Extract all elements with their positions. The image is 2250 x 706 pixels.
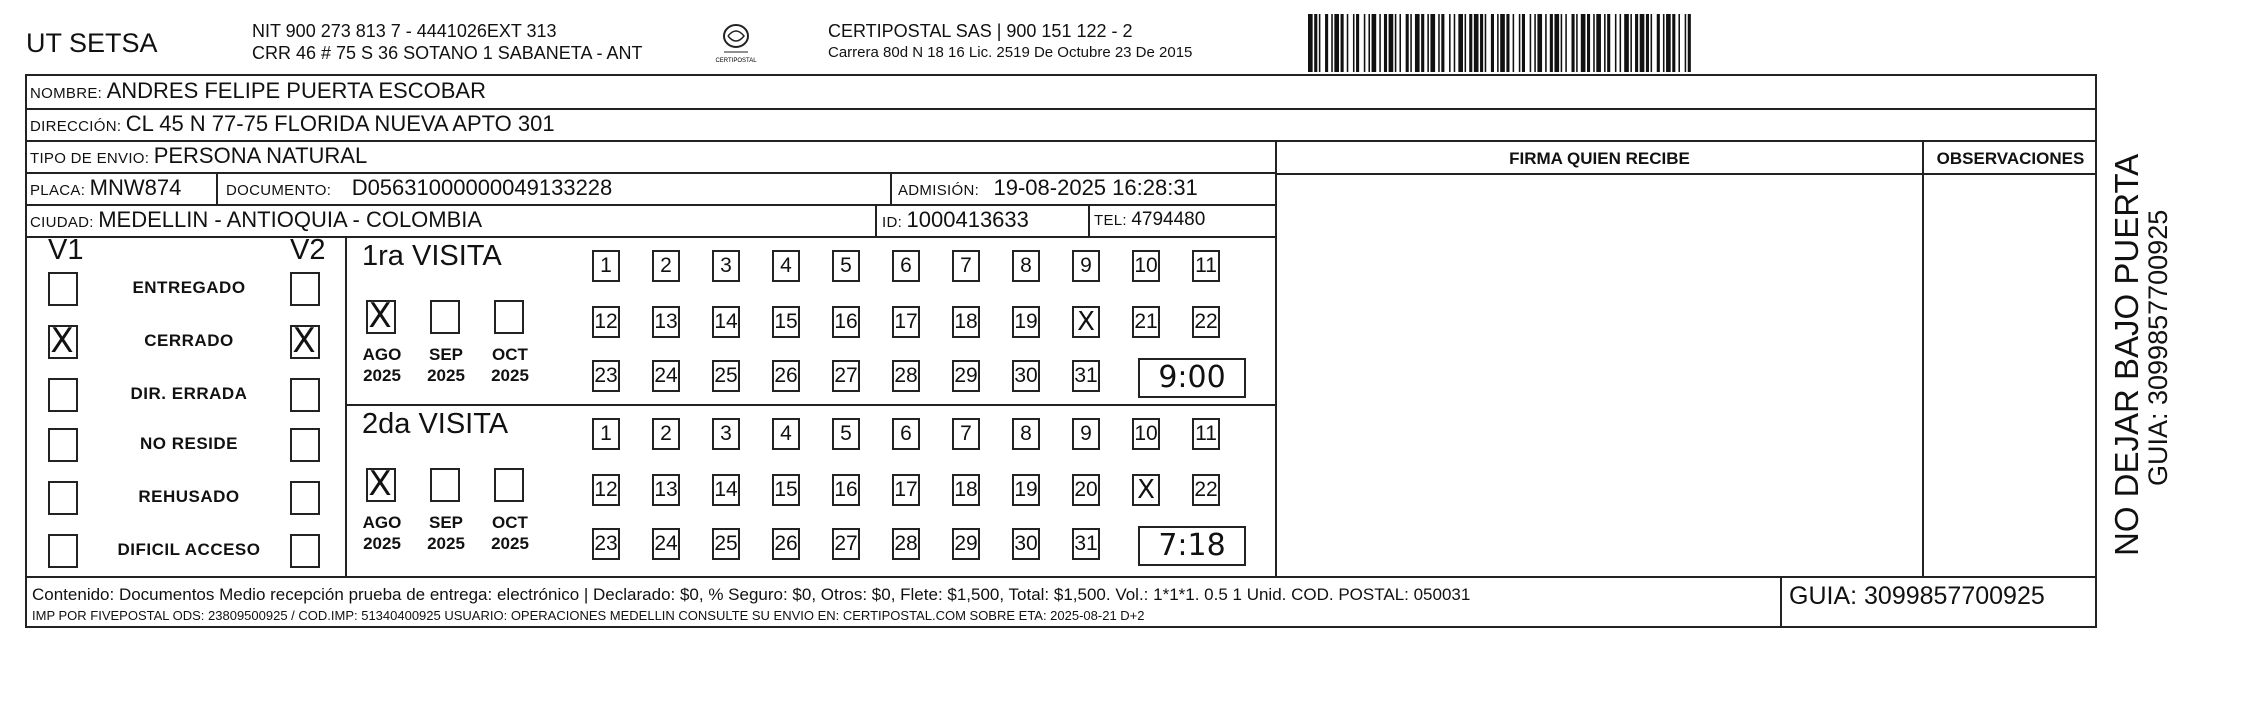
visit-title: 2da VISITA (362, 408, 509, 440)
day-box[interactable]: 3 (712, 418, 740, 450)
certipostal-info (828, 20, 1192, 64)
month-name: AGO (362, 513, 402, 532)
nombre-value: ANDRES FELIPE PUERTA ESCOBAR (106, 78, 486, 103)
day-box[interactable]: 23 (592, 360, 620, 392)
day-box[interactable]: 24 (652, 528, 680, 560)
day-box[interactable]: 25 (712, 360, 740, 392)
certipostal-logo (706, 20, 766, 66)
day-box[interactable]: 4 (772, 250, 800, 282)
certipostal-license: Carrera 80d N 18 16 Lic. 2519 De Octubre 23 De 2015 (828, 44, 1193, 61)
admision-field (898, 175, 1198, 201)
day-box[interactable]: 1 (592, 250, 620, 282)
day-box[interactable]: 9 (1072, 250, 1100, 282)
day-box[interactable]: 16 (832, 474, 860, 506)
day-box[interactable]: 2 (652, 418, 680, 450)
day-box[interactable]: 31 (1072, 528, 1100, 560)
day-box[interactable]: 18 (952, 306, 980, 338)
month-check-mark: X (368, 464, 392, 504)
day-box[interactable]: 19 (1012, 306, 1040, 338)
day-box[interactable]: 10 (1132, 250, 1160, 282)
day-box[interactable]: 25 (712, 528, 740, 560)
day-box[interactable]: 10 (1132, 418, 1160, 450)
admision-value: 19-08-2025 16:28:31 (993, 175, 1198, 200)
day-box[interactable]: 2 (652, 250, 680, 282)
direccion-value: CL 45 N 77-75 FLORIDA NUEVA APTO 301 (125, 111, 555, 136)
month-label (416, 344, 476, 386)
day-box[interactable]: 22 (1192, 306, 1220, 338)
day-box-marked[interactable]: X (1072, 306, 1100, 338)
nombre-field (30, 78, 486, 104)
barcode (1308, 14, 1948, 72)
logo-text: CERTIPOSTAL (715, 58, 757, 64)
day-box[interactable]: 28 (892, 528, 920, 560)
id-field (882, 207, 1029, 233)
day-box[interactable]: 6 (892, 418, 920, 450)
day-box[interactable]: 26 (772, 360, 800, 392)
day-box[interactable]: 13 (652, 474, 680, 506)
month-year: 2025 (427, 534, 465, 553)
v1-checkbox[interactable] (48, 272, 78, 306)
day-box[interactable]: 19 (1012, 474, 1040, 506)
side-warning: NO DEJAR BAJO PUERTA (2108, 153, 2145, 556)
side-guia: GUIA: 3099857700925 (2143, 209, 2173, 486)
month-name: OCT (492, 513, 528, 532)
company-name: UT SETSA (26, 28, 158, 58)
v2-checkbox[interactable] (290, 481, 320, 515)
visit-time: 9:00 (1138, 358, 1246, 398)
day-box[interactable]: 1 (592, 418, 620, 450)
month-label (480, 512, 540, 554)
id-label: ID: (882, 214, 903, 231)
month-year: 2025 (491, 534, 529, 553)
day-box[interactable]: 23 (592, 528, 620, 560)
documento-value: D05631000000049133228 (351, 175, 613, 200)
day-box[interactable]: 29 (952, 528, 980, 560)
day-box[interactable]: 15 (772, 306, 800, 338)
v1-header: V1 (48, 234, 84, 266)
status-label: NO RESIDE (139, 434, 239, 453)
day-box[interactable]: 7 (952, 250, 980, 282)
tel-field (1094, 209, 1205, 231)
day-box[interactable]: 22 (1192, 474, 1220, 506)
v2-checkbox[interactable] (290, 428, 320, 462)
address-line: CRR 46 # 75 S 36 SOTANO 1 SABANETA - ANT (252, 43, 643, 63)
day-box[interactable]: 27 (832, 360, 860, 392)
month-check-mark: X (368, 296, 392, 336)
day-box-marked[interactable]: X (1132, 474, 1160, 506)
day-box[interactable]: 21 (1132, 306, 1160, 338)
day-box[interactable]: 28 (892, 360, 920, 392)
month-year: 2025 (427, 366, 465, 385)
month-checkbox[interactable] (494, 468, 524, 502)
day-box[interactable]: 3 (712, 250, 740, 282)
placa-value: MNW874 (89, 175, 182, 200)
status-label: DIFICIL ACCESO (117, 540, 261, 559)
documento-field (226, 175, 612, 201)
month-label (416, 512, 476, 554)
day-box[interactable]: 8 (1012, 250, 1040, 282)
day-box[interactable]: 8 (1012, 418, 1040, 450)
day-box[interactable]: 30 (1012, 528, 1040, 560)
day-box[interactable]: 30 (1012, 360, 1040, 392)
ciudad-value: MEDELLIN - ANTIOQUIA - COLOMBIA (98, 207, 483, 232)
day-box[interactable]: 14 (712, 306, 740, 338)
day-box[interactable]: 6 (892, 250, 920, 282)
firma-header: FIRMA QUIEN RECIBE (1509, 149, 1690, 168)
day-box[interactable]: 11 (1192, 418, 1220, 450)
day-box[interactable]: 31 (1072, 360, 1100, 392)
ciudad-field (30, 207, 482, 233)
month-name: SEP (428, 513, 464, 532)
month-name: SEP (428, 345, 464, 364)
v2-checkbox[interactable] (290, 272, 320, 306)
month-label (480, 344, 540, 386)
documento-label: DOCUMENTO: (226, 182, 332, 199)
month-year: 2025 (491, 366, 529, 385)
day-box[interactable]: 7 (952, 418, 980, 450)
ciudad-label: CIUDAD: (30, 214, 94, 231)
month-checkbox[interactable] (430, 468, 460, 502)
status-label: REHUSADO (138, 487, 240, 506)
day-box[interactable]: 27 (832, 528, 860, 560)
v2-check-mark: X (292, 321, 316, 361)
day-box[interactable]: 5 (832, 250, 860, 282)
day-box[interactable]: 12 (592, 474, 620, 506)
v2-header: V2 (290, 234, 326, 266)
month-year: 2025 (363, 366, 401, 385)
v1-checkbox[interactable] (48, 378, 78, 412)
footer-print-info: IMP POR FIVEPOSTAL ODS: 23809500925 / COD.IMP: 51340400925 USUARIO: OPERACIONES MEDELLIN CONSULTE SU ENVIO EN: CERTIPOSTAL.COM SOBRE ETA: 2025-08-21 D+2 (32, 608, 1145, 623)
month-checkbox[interactable] (494, 300, 524, 334)
v1-checkbox[interactable] (48, 534, 78, 568)
tipo-envio-value: PERSONA NATURAL (153, 143, 368, 168)
day-box[interactable]: 24 (652, 360, 680, 392)
visit-title: 1ra VISITA (362, 240, 502, 272)
status-label: ENTREGADO (132, 278, 246, 297)
footer-content: Contenido: Documentos Medio recepción prueba de entrega: electrónico | Declarado: $0, % Seguro: $0, Otros: $0, Flete: $1,500, Total: $1,500. Vol.: 1*1*1. 0.5 1 Unid. COD. POSTAL: 050031 (32, 585, 1471, 604)
v1-checkbox[interactable] (48, 481, 78, 515)
placa-field (30, 175, 181, 201)
direccion-field (30, 111, 555, 137)
month-year: 2025 (363, 534, 401, 553)
month-name: OCT (492, 345, 528, 364)
day-box[interactable]: 15 (772, 474, 800, 506)
day-box[interactable]: 5 (832, 418, 860, 450)
company-info (252, 20, 642, 64)
day-box[interactable]: 14 (712, 474, 740, 506)
day-box[interactable]: 17 (892, 474, 920, 506)
day-box[interactable]: 9 (1072, 418, 1100, 450)
admision-label: ADMISIÓN: (898, 182, 980, 199)
certipostal-nit: CERTIPOSTAL SAS | 900 151 122 - 2 (828, 21, 1133, 41)
v2-checkbox[interactable] (290, 378, 320, 412)
status-label: CERRADO (144, 331, 234, 350)
day-box[interactable]: 26 (772, 528, 800, 560)
tipo-envio-label: TIPO DE ENVIO: (30, 150, 150, 167)
v1-check-mark: X (50, 321, 74, 361)
visit-time: 7:18 (1138, 526, 1246, 566)
day-box[interactable]: 16 (832, 306, 860, 338)
day-box[interactable]: 18 (952, 474, 980, 506)
v2-checkbox[interactable] (290, 534, 320, 568)
direccion-label: DIRECCIÓN: (30, 118, 122, 135)
status-label: DIR. ERRADA (130, 384, 248, 403)
observaciones-header: OBSERVACIONES (1936, 149, 2085, 168)
month-name: AGO (362, 345, 402, 364)
tipo-envio-field (30, 143, 367, 169)
month-label (352, 344, 412, 386)
day-box[interactable]: 17 (892, 306, 920, 338)
day-box[interactable]: 20 (1072, 474, 1100, 506)
day-box[interactable]: 29 (952, 360, 980, 392)
id-value: 1000413633 (906, 207, 1029, 232)
tel-label: TEL: (1094, 212, 1127, 229)
nombre-label: NOMBRE: (30, 85, 103, 102)
day-box[interactable]: 11 (1192, 250, 1220, 282)
day-box[interactable]: 12 (592, 306, 620, 338)
placa-label: PLACA: (30, 182, 86, 199)
day-box[interactable]: 4 (772, 418, 800, 450)
v1-checkbox[interactable] (48, 428, 78, 462)
day-box[interactable]: 13 (652, 306, 680, 338)
footer-guia: GUIA: 3099857700925 (1789, 582, 2045, 610)
nit-line: NIT 900 273 813 7 - 4441026EXT 313 (252, 21, 557, 41)
tel-value: 4794480 (1131, 209, 1206, 230)
month-label (352, 512, 412, 554)
month-checkbox[interactable] (430, 300, 460, 334)
